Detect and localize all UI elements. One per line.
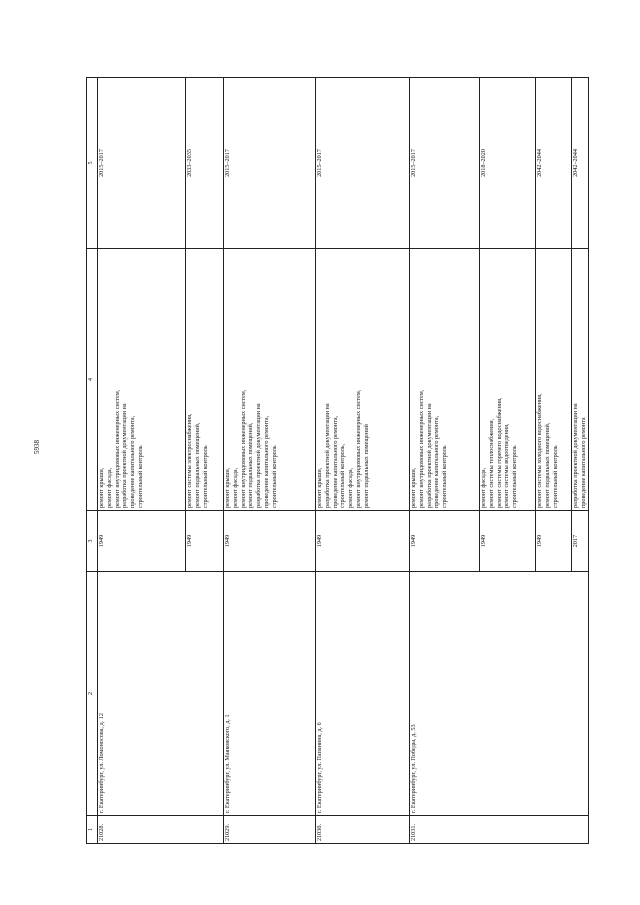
year-cell: 1949 [410,511,480,572]
work-item: разработка проектной документации на [572,403,579,508]
column-header: 2 [87,572,98,816]
column-header: 1 [87,816,98,844]
year-cell: 1949 [536,511,572,572]
work-item: разработка проектной документации на [255,403,263,508]
year-cell: 2017 [572,511,589,572]
work-item: ремонт внутридомовых инженерных систем, [354,389,362,508]
work-item: строительный контроль [270,445,278,508]
year-cell: 1949 [224,511,316,572]
work-item: ремонт системы теплоснабжения, [487,418,495,508]
work-item: разработка проектной документации на [425,403,433,508]
work-item: ремонт фасада, [231,467,239,508]
column-header: 4 [87,249,98,511]
work-item: ремонт подвальных помещений [362,424,370,508]
work-item: ремонт системы горячего водоснабжения, [495,397,503,508]
work-item: разработка проектной документации на [121,403,129,508]
work-item: ремонт внутридомовых инженерных систем, [417,389,425,508]
work-item: ремонт системы электроснабжения, [186,413,193,508]
rotated-table-container [86,78,587,844]
work-item: ремонт системы водоотведения, [503,423,511,508]
works-cell [224,249,316,511]
period-cell: 2042–2044 [572,78,589,249]
work-item: проведение капитального ремонта [579,417,587,508]
work-item: ремонт фасада, [480,467,487,508]
work-item: ремонт подвальных помещений, [193,422,201,508]
table-header-row [87,78,98,844]
row-number: 21028. [98,816,224,844]
year-cell: 1949 [480,511,536,572]
document-page [86,78,587,844]
work-item: проведение капитального ремонта, [331,415,339,508]
work-item: ремонт подвальных помещений, [543,422,551,508]
address-cell: г. Екатеринбург, ул. Ломоносова, д. 12 [98,572,224,816]
work-item: строительный контроль [136,445,144,508]
works-cell [410,249,480,511]
works-cell [186,249,224,511]
table-row [98,78,186,844]
row-number: 21031. [410,816,589,844]
work-item: проведение капитального ремонта, [129,415,137,508]
works-cell [98,249,186,511]
row-number: 21030. [316,816,410,844]
works-cell [316,249,410,511]
table-row [316,78,410,844]
year-cell: 1949 [98,511,186,572]
work-item: ремонт подвальных помещений, [247,422,255,508]
address-cell: г. Екатеринбург, ул. Победы, д. 53 [410,572,589,816]
period-cell: 2018–2020 [480,78,536,249]
work-item: ремонт внутридомовых инженерных систем, [239,389,247,508]
work-item: строительный контроль [551,445,559,508]
work-item: ремонт фасада, [105,467,113,508]
work-item: разработка проектной документации на [323,403,331,508]
work-item: ремонт системы холодного водоснабжения, [536,393,543,508]
page-number: 5938 [33,440,41,454]
period-cell: 2015–2017 [316,78,410,249]
works-cell [480,249,536,511]
period-cell: 2015–2017 [224,78,316,249]
address-cell: г. Екатеринбург, ул. Папанина, д. 6 [316,572,410,816]
work-item: строительный контроль, [339,443,347,508]
works-cell [572,249,589,511]
repair-schedule-table [86,77,589,844]
work-item: строительный контроль [201,445,209,508]
work-item: проведение капитального ремонта, [262,415,270,508]
work-item: строительный контроль [511,445,519,508]
table-row [224,78,316,844]
year-cell: 1949 [316,511,410,572]
works-cell [536,249,572,511]
period-cell: 2033–2035 [186,78,224,249]
work-item: строительный контроль [441,445,449,508]
work-item: ремонт крыши, [98,467,105,508]
work-item: ремонт фасада, [347,467,355,508]
period-cell: 2015–2017 [98,78,186,249]
table-row [410,78,480,844]
work-item: ремонт крыши, [316,467,323,508]
column-header: 3 [87,511,98,572]
column-header: 5 [87,78,98,249]
work-item: ремонт крыши, [224,467,231,508]
period-cell: 2015–2017 [410,78,480,249]
work-item: ремонт крыши, [410,467,417,508]
work-item: проведение капитального ремонта, [433,415,441,508]
period-cell: 2042–2044 [536,78,572,249]
address-cell: г. Екатеринбург, ул. Маяковского, д. 1 [224,572,316,816]
row-number: 21029. [224,816,316,844]
work-item: ремонт внутридомовых инженерных систем, [113,389,121,508]
year-cell: 1949 [186,511,224,572]
